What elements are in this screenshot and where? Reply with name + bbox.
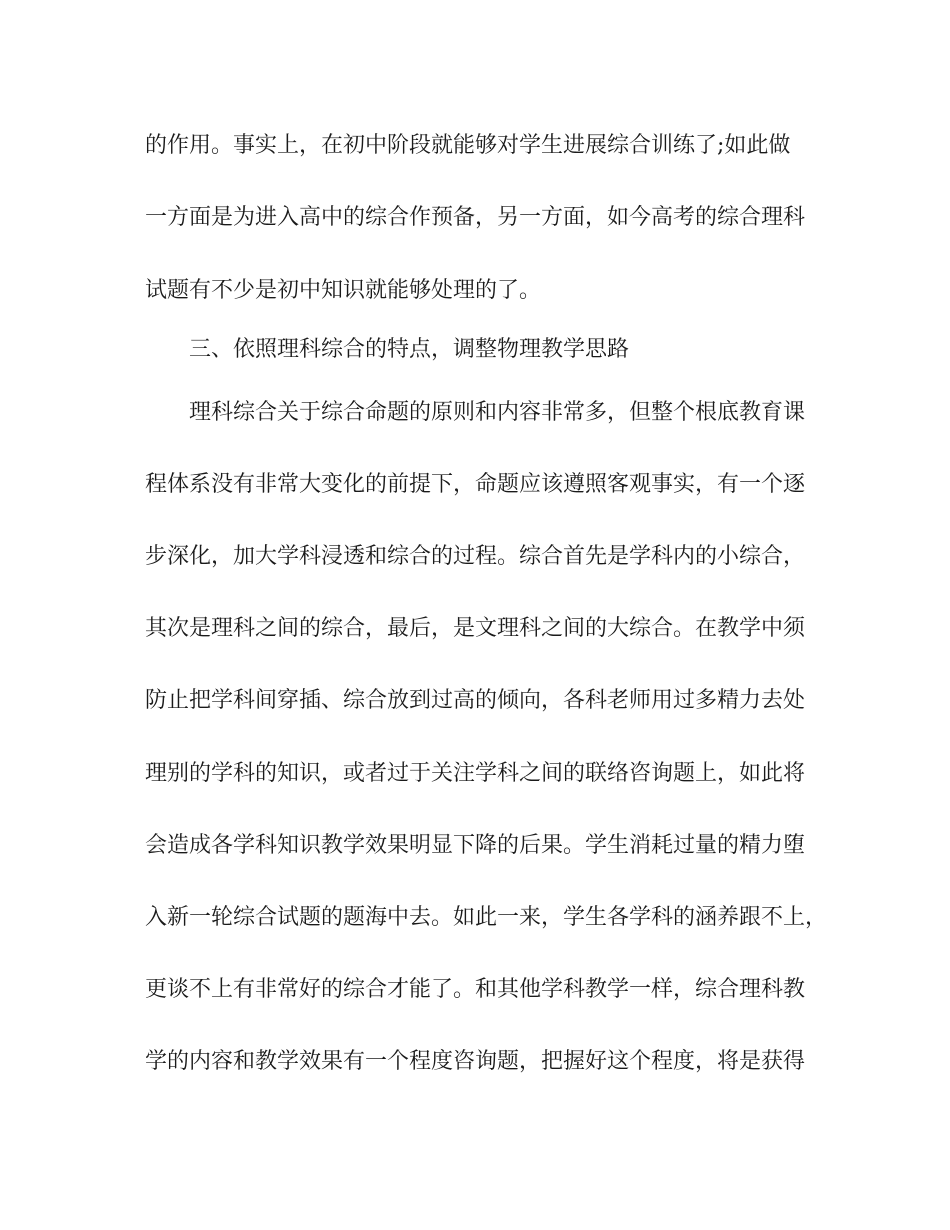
section-heading: 三、依照理科综合的特点，调整物理教学思路 bbox=[189, 337, 630, 362]
text-line-10: 理别的学科的知识，或者过于关注学科之间的联络咨询题上，如此将 bbox=[145, 761, 806, 786]
text-line-14: 学的内容和教学效果有一个程度咨询题，把握好这个程度，将是获得 bbox=[145, 1049, 806, 1074]
text-line-8: 其次是理科之间的综合，最后，是文理科之间的大综合。在教学中须 bbox=[145, 616, 806, 641]
text-line-13: 更谈不上有非常好的综合才能了。和其他学科教学一样，综合理科教 bbox=[145, 977, 806, 1002]
text-line-5: 理科综合关于综合命题的原则和内容非常多，但整个根底教育课 bbox=[189, 400, 806, 425]
text-line-9: 防止把学科间穿插、综合放到过高的倾向，各科老师用过多精力去处 bbox=[145, 688, 806, 713]
text-line-6: 程体系没有非常大变化的前提下，命题应该遵照客观事实，有一个逐 bbox=[145, 472, 806, 497]
text-line-1: 的作用。事实上，在初中阶段就能够对学生进展综合训练了;如此做 bbox=[145, 133, 791, 158]
text-line-11: 会造成各学科知识教学效果明显下降的后果。学生消耗过量的精力堕 bbox=[145, 833, 806, 858]
text-line-7: 步深化，加大学科浸透和综合的过程。综合首先是学科内的小综合， bbox=[145, 544, 806, 569]
text-line-12: 入新一轮综合试题的题海中去。如此一来，学生各学科的涵养跟不上， bbox=[145, 905, 828, 930]
text-line-2: 一方面是为进入高中的综合作预备，另一方面，如今高考的综合理科 bbox=[145, 205, 806, 230]
text-line-3: 试题有不少是初中知识就能够处理的了。 bbox=[145, 278, 542, 303]
